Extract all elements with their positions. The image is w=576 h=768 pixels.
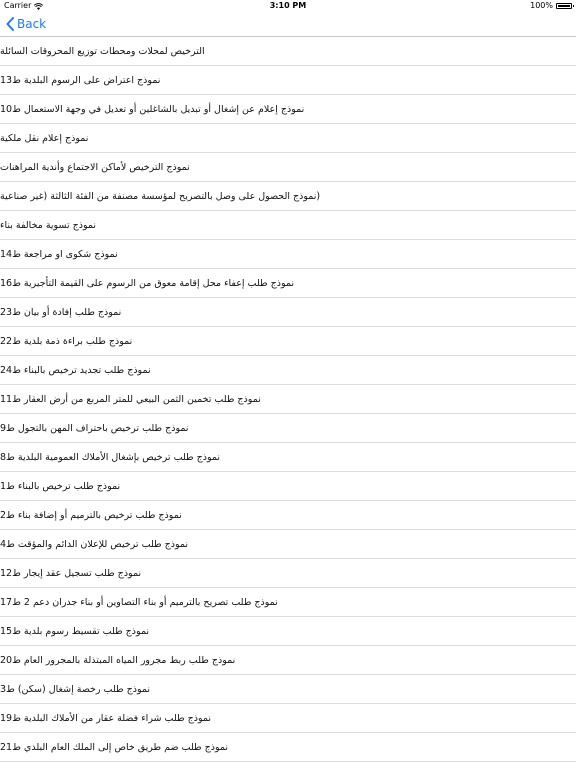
list-item[interactable]	[0, 733, 576, 762]
list-item[interactable]	[0, 356, 576, 385]
list-item-label: نموذج طلب تقسيط رسوم بلدية ط15	[0, 625, 150, 637]
list-item[interactable]	[0, 298, 576, 327]
list-item[interactable]	[0, 240, 576, 269]
back-label: Back	[17, 17, 47, 31]
list-item[interactable]	[0, 414, 576, 443]
list-item-label: نموذج طلب ترخيص بالترميم أو إضافة بناء ط2	[0, 509, 182, 521]
list-item[interactable]	[0, 704, 576, 733]
chevron-left-icon	[6, 17, 14, 31]
list-item-label: نموذج طلب ترخيص بإشغال الأملاك العمومية البلدية ط8	[0, 451, 221, 463]
list-item[interactable]	[0, 124, 576, 153]
list-item[interactable]	[0, 501, 576, 530]
list-item-label: نموذج طلب تخمين الثمن البيعي للمتر المربع من أرض العقار ط11	[0, 393, 261, 405]
list-item-label: نموذج طلب ربط مجرور المياه المبتذلة بالمجرور العام ط20	[0, 654, 236, 666]
list-item-label: نموذج الترخيص لأماكن الاجتماع وأندية المراهنات	[0, 161, 190, 173]
list-item-label: نموذج طلب ترخيص للإعلان الدائم والمؤقت ط4	[0, 538, 189, 550]
list-item[interactable]	[0, 530, 576, 559]
list-item-label: نموذج طلب شراء فضلة عقار من الأملاك البلدية ط19	[0, 712, 211, 724]
list-item-label: نموذج تسوية مخالفة بناء	[0, 219, 97, 231]
list-item-label: نموذج طلب براءة ذمة بلدية ط22	[0, 335, 133, 347]
list-item-label: نموذج طلب رخصة إشغال (سكن) ط3	[0, 683, 150, 695]
list-item-label: نموذج طلب ضم طريق خاص إلى الملك العام البلدي ط21	[0, 741, 229, 753]
list-item-label: نموذج إعلام نقل ملكية	[0, 132, 89, 144]
list-item[interactable]	[0, 385, 576, 414]
status-time: 3:10 PM	[269, 1, 307, 10]
list-item-label: نموذج شكوى او مراجعة ط14	[0, 248, 118, 260]
list-item[interactable]	[0, 588, 576, 617]
list-item[interactable]	[0, 153, 576, 182]
list-item-label: الترخيص لمحلات ومحطات توزيع المحروقات السائلة	[0, 45, 205, 57]
battery-icon	[556, 3, 572, 9]
list-item-label: نموذج إعلام عن إشغال أو تبديل بالشاغلين أو تعديل في وجهة الاستعمال ط10	[0, 103, 305, 115]
battery-percent: 100%	[530, 1, 553, 10]
list-item[interactable]	[0, 675, 576, 704]
list-item[interactable]	[0, 66, 576, 95]
list-item[interactable]	[0, 559, 576, 588]
list-item-label: نموذج طلب ترخيص باحتراف المهن بالتجول ط9	[0, 422, 189, 434]
carrier-label: Carrier	[4, 1, 32, 10]
list-item[interactable]	[0, 269, 576, 298]
back-button[interactable]	[6, 15, 46, 33]
list-item[interactable]	[0, 37, 576, 66]
battery-fill	[558, 5, 570, 7]
list-item[interactable]	[0, 646, 576, 675]
list-item-label: نموذج طلب تسجيل عقد إيجار ط12	[0, 567, 142, 579]
list-item-label: نموذج طلب تصريح بالترميم أو بناء التصاوين أو بناء جدران دعم 2 ط17	[0, 596, 278, 608]
list-item-label: نموذج اعتراض على الرسوم البلدية ط13	[0, 74, 161, 86]
status-right	[530, 0, 572, 12]
status-bar	[0, 0, 576, 12]
list-item[interactable]	[0, 182, 576, 211]
list-item[interactable]	[0, 443, 576, 472]
list-item[interactable]	[0, 327, 576, 356]
list-item[interactable]	[0, 95, 576, 124]
list-item-label: نموذج طلب ترخيص بالبناء ط1	[0, 480, 121, 492]
list-item-label: نموذج طلب إفادة أو بيان ط23	[0, 306, 122, 318]
navigation-bar	[0, 12, 576, 37]
list-item[interactable]	[0, 211, 576, 240]
forms-list[interactable]	[0, 37, 576, 768]
list-item-label: نموذج طلب إعفاء محل إقامة معوق من الرسوم على القيمة التأجيرية ط16	[0, 277, 295, 289]
list-item-label: نموذج طلب تجديد ترخيص بالبناء ط24	[0, 364, 151, 376]
list-item[interactable]	[0, 617, 576, 646]
list-item-label: (نموذج الحصول على وصل بالتصريح لمؤسسة مصنفة من الفئة الثالثة (غير صناعية	[0, 190, 321, 202]
list-item[interactable]	[0, 472, 576, 501]
